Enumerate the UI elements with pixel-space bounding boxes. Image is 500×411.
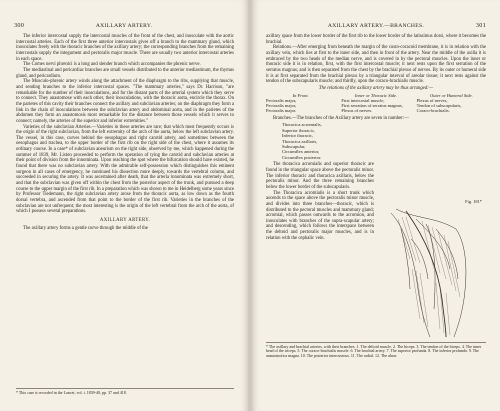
paragraph: The Thoracica acromialis is a short trunk which ascends to the space above the pectoralis minor muscle, and divides into three branches—thoracic, which is distributed to the pectoral muscles and mammary gland; acromial, which passes outwards to the acromion, and inosculates with branches of the supra-scapular artery; and descending, which follows the interspace between the deltoid and pectoralis major muscles, and is in relation with the cephalic vein. bbox=[266, 190, 374, 241]
branch-item: Inferior thoracic, bbox=[282, 133, 314, 139]
relation-item: Tendon of subscapularis, bbox=[416, 103, 462, 109]
relation-item: First serration of serratus magnus, bbox=[341, 103, 403, 109]
branches-list bbox=[282, 122, 374, 160]
paragraph: The Musculo-phrenic artery winds along the attachment of the diaphragm to the ribs, supplying that muscle, and sending branches to the inferior intercostal spaces. "The mammary arteries," says Dr. Harrison, "are remarkable for the number of their inosculations, and for the distant parts of the arterial system which they serve to connect. They anastomose with each other, their inosculations, with the thoracic aorta, encircle the thorax. On the parietes of this cavity their branches connect the axillary and subclavian arteries; on the diaphragm they form a link in the chain of inosculations between the subclavian artery and abdominal aorta, and in the parietes of the abdomen they form an anastomosis most remarkable for the distance between those vessels which it serves to connect; namely, the arteries of the superior and inferior extremities." bbox=[16, 79, 234, 124]
anatomical-figure bbox=[376, 199, 484, 339]
relation-item: Pectoralis major, bbox=[266, 103, 297, 109]
relations-title: The relations of the axillary artery may be thus arranged:— bbox=[318, 85, 434, 91]
relation-item: Coraco-brachialis. bbox=[416, 108, 450, 114]
right-page-number: 301 bbox=[475, 22, 486, 29]
left-page-header bbox=[14, 22, 234, 32]
paragraph: The thoracica acromialis and superior thoracic are found in the triangular space above the pectoralis minor. The inferior thoracic and thoracica axillaris, below the pectoralis minor. And the three remaining branches below the lower border of the subscapularis. bbox=[266, 162, 374, 190]
branches-intro: Branches.—The branches of the Axillary artery are seven in number:— bbox=[273, 115, 409, 121]
branch-item: Circumflex posterior. bbox=[282, 154, 322, 160]
relation-item: Pectoralis major, bbox=[266, 97, 297, 103]
left-running-head: AXILLARY ARTERY. bbox=[95, 22, 153, 29]
arm-arteries-illustration-icon bbox=[376, 199, 484, 339]
relations-header: Outer or Humeral Side. bbox=[429, 92, 473, 98]
branch-item: Subscapular, bbox=[282, 144, 306, 150]
branch-item: Superior thoracic, bbox=[282, 127, 315, 133]
relations-header: Inner or Thoracic Side. bbox=[354, 92, 398, 98]
paragraph: The Comes nervi phrenici is a long and slender branch which accompanies the phrenic nerve. bbox=[23, 62, 201, 68]
right-footnote: * The axillary and brachial arteries, with their branches. 1. The deltoid muscle. 2. The biceps. 3. The tendon of the biceps. 4. The inner head of the triceps. 5. The coraco-brachialis muscle. 6. The brachial artery. 7. The superior profunda. 8. The inferior profunda. 9. The anastomotica magna. 10. The posterior interosseous. 11. The radial. 12. The ulnar. bbox=[266, 342, 486, 359]
paragraph: Varieties of the subclavian Arteries.—Varieties in these arteries are rare; that which most frequently occurs is the origin of the right subclavian, from the left extremity of the arch of the aorta, below the left subclavian artery. The vessel, in this case, curves behind the oesophagus and right carotid artery, and sometimes between the oesophagus and trachea, to the upper border of the first rib on the right side of the chest, where it assumes its ordinary course. In a case* of subclavian aneurism on the right side, observed by me, which happened during the summer of 1839, Mr. Liston proceeded to perform the operation of tying the carotid and subclavian arteries at their point of division from the innominata. Upon reaching the spot where the bifurcation should have existed, he found that there was no subclavian artery. With the admirable self-possession which distinguishes this eminent surgeon in all cases of emergency, he continued his dissection more deeply, towards the vertebral column, and succeeded in securing the artery. It was ascertained after death, that the arteria innominata was extremely short, and that the subclavian was given off within the chest from the posterior aspect of the trunk, and pursued a deep course to the upper margin of the first rib. In a preparation which was shown to me in Heidelberg some years since by Professor Tiedemann, the right subclavian artery arose from the thoracic aorta, as low down as the fourth dorsal vertebra, and ascended from that point to the border of the first rib. Varieties in the branches of the subclavian are not unfrequent; the most interesting is the origin of the left vertebral from the arch of the aorta, of which I possess several preparations. bbox=[16, 124, 234, 215]
paragraph: The axillary artery forms a gentle curve through the middle of the bbox=[23, 225, 148, 231]
relations-table bbox=[266, 93, 486, 114]
left-page bbox=[0, 0, 248, 411]
paragraph: Relations.—After emerging from beneath the margin of the costo-coracoid membrane, it is in relation with the axillary vein, which lies at first to the inner side, and then in front of the artery. Near the middle of the axilla it is embraced by the two heads of the median nerve, and is covered in by the pectoral muscles. Upon the inner or thoracic side it is in relation, first, with the first intercostal muscle; it next rests upon the first serration of the serratus magnus; and is then separated from the chest by the brachial plexus of nerves. By its outer or humeral side it is at first separated from the brachial plexus by a triangular interval of areolar tissue; it next rests against the tendon of the subscapularis muscle; and thirdly, upon the coraco-brachialis muscle. bbox=[266, 45, 486, 85]
branch-item: Circumflex anterior, bbox=[282, 149, 320, 155]
relation-item: Pectoralis major. bbox=[266, 108, 297, 114]
relation-item: Plexus of nerves. bbox=[341, 108, 373, 114]
section-title: AXILLARY ARTERY. bbox=[99, 218, 151, 223]
left-footnote: * This case is recorded in the Lancet, vol. i. 1839-40, pp. 37 and 418. bbox=[16, 388, 234, 395]
paragraph: The mediastinal and pericardiac branches are small vessels distributed to the anterior mediastinum, the thymus gland, and pericardium. bbox=[16, 67, 234, 79]
right-page-header bbox=[266, 22, 486, 32]
branch-item: Thoracica acromialis, bbox=[282, 122, 322, 128]
left-column-with-figure bbox=[266, 122, 374, 241]
paragraph: The inferior intercostal supply the intercostal muscles of the front of the chest, and inosculate with the aortic intercostal arteries. Each of the first three anterior intercostals gives off a branch to the mammary gland, which inosculates freely with the thoracic branches of the axillary artery; the corresponding branches from the remaining intercostals supply the integument and pectoralis major muscle. There are usually two anterior intercostal arteries in each space. bbox=[16, 34, 234, 62]
right-running-head: AXILLARY ARTERY.—BRANCHES. bbox=[327, 22, 425, 29]
left-page-number: 300 bbox=[14, 22, 25, 29]
relations-column-inner bbox=[341, 98, 410, 114]
figure-label: Fig. 181* bbox=[465, 199, 482, 204]
relations-column-outer bbox=[417, 98, 486, 114]
branch-item: Thoracica axillaris, bbox=[282, 138, 318, 144]
relation-item: Plexus of nerves, bbox=[416, 97, 448, 103]
right-page bbox=[252, 0, 500, 411]
relations-column-front bbox=[266, 98, 335, 114]
relations-header: In Front. bbox=[292, 92, 309, 98]
relation-item: First intercostal muscle, bbox=[341, 97, 385, 103]
paragraph: axillary space from the lower border of the first rib to the lower border of the latissimus dorsi, where it becomes the brachial. bbox=[266, 34, 486, 45]
left-body-text bbox=[16, 34, 234, 231]
